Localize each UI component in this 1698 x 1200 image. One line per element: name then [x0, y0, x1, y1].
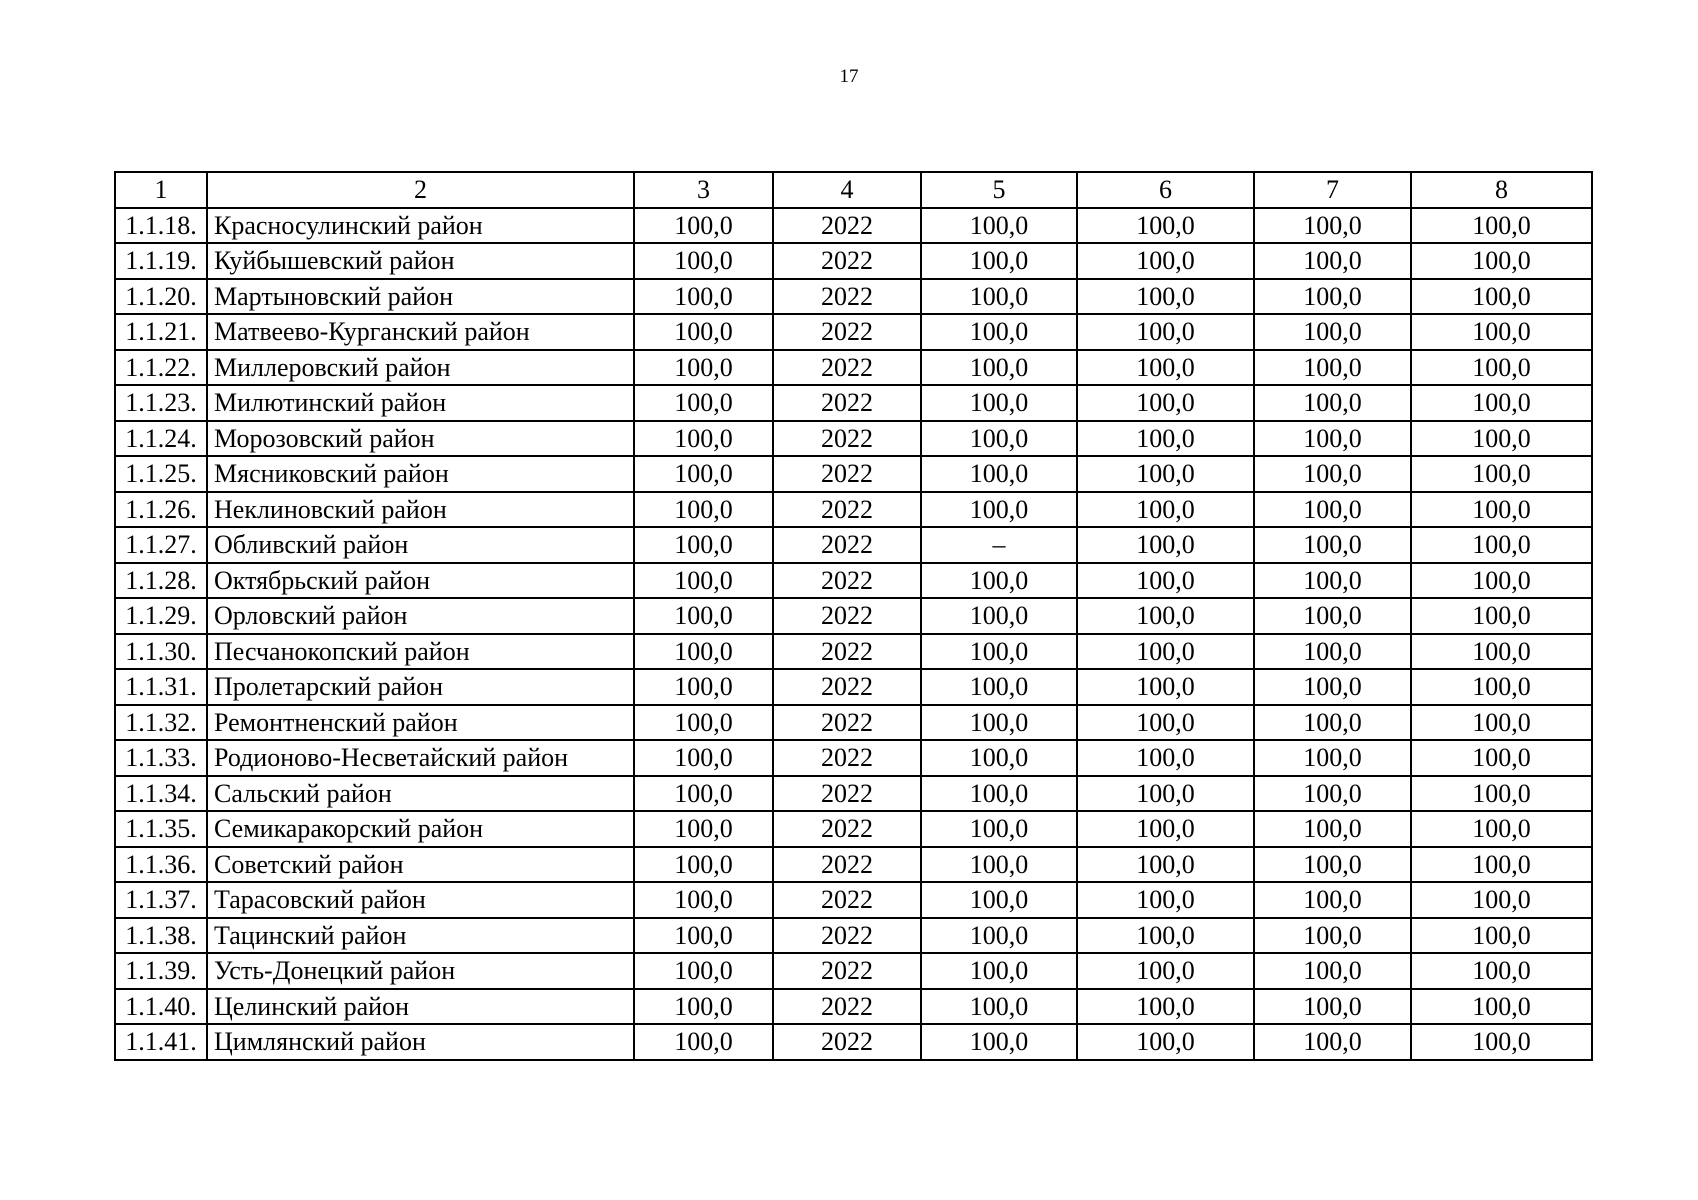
value-col8-cell: 100,0 [1411, 882, 1592, 918]
year-cell: 2022 [773, 669, 921, 705]
header-cell: 4 [773, 172, 921, 208]
item-number-cell: 1.1.20. [115, 279, 207, 315]
value-col8-cell: 100,0 [1411, 953, 1592, 989]
item-number-cell: 1.1.18. [115, 208, 207, 244]
item-number-cell: 1.1.30. [115, 634, 207, 670]
value-col7-cell: 100,0 [1254, 953, 1411, 989]
district-name-cell: Пролетарский район [207, 669, 634, 705]
item-number-cell: 1.1.26. [115, 492, 207, 528]
value-col5-cell: 100,0 [921, 634, 1077, 670]
value-col8-cell: 100,0 [1411, 421, 1592, 457]
district-name-cell: Октябрьский район [207, 563, 634, 599]
value-col6-cell: 100,0 [1077, 953, 1254, 989]
value-col8-cell: 100,0 [1411, 989, 1592, 1025]
value-col7-cell: 100,0 [1254, 492, 1411, 528]
value-col6-cell: 100,0 [1077, 243, 1254, 279]
item-number-cell: 1.1.40. [115, 989, 207, 1025]
value-col7-cell: 100,0 [1254, 882, 1411, 918]
value-col6-cell: 100,0 [1077, 456, 1254, 492]
header-cell: 8 [1411, 172, 1592, 208]
value-col8-cell: 100,0 [1411, 527, 1592, 563]
value-col5-cell: 100,0 [921, 350, 1077, 386]
item-number-cell: 1.1.28. [115, 563, 207, 599]
value-col3-cell: 100,0 [634, 882, 773, 918]
data-table [114, 171, 1593, 1061]
value-col5-cell: 100,0 [921, 421, 1077, 457]
value-col5-cell: 100,0 [921, 598, 1077, 634]
item-number-cell: 1.1.41. [115, 1024, 207, 1060]
value-col8-cell: 100,0 [1411, 350, 1592, 386]
value-col8-cell: 100,0 [1411, 385, 1592, 421]
year-cell: 2022 [773, 492, 921, 528]
value-col8-cell: 100,0 [1411, 811, 1592, 847]
table-row [115, 456, 1592, 492]
value-col7-cell: 100,0 [1254, 421, 1411, 457]
year-cell: 2022 [773, 953, 921, 989]
district-name-cell: Куйбышевский район [207, 243, 634, 279]
value-col3-cell: 100,0 [634, 989, 773, 1025]
value-col5-cell: 100,0 [921, 279, 1077, 315]
value-col6-cell: 100,0 [1077, 279, 1254, 315]
value-col5-cell: 100,0 [921, 385, 1077, 421]
value-col6-cell: 100,0 [1077, 385, 1254, 421]
header-cell: 3 [634, 172, 773, 208]
item-number-cell: 1.1.19. [115, 243, 207, 279]
table-row [115, 314, 1592, 350]
value-col3-cell: 100,0 [634, 1024, 773, 1060]
year-cell: 2022 [773, 563, 921, 599]
value-col3-cell: 100,0 [634, 385, 773, 421]
value-col5-cell: 100,0 [921, 776, 1077, 812]
value-col8-cell: 100,0 [1411, 208, 1592, 244]
table-row [115, 243, 1592, 279]
header-cell: 1 [115, 172, 207, 208]
value-col5-cell: 100,0 [921, 563, 1077, 599]
value-col6-cell: 100,0 [1077, 314, 1254, 350]
item-number-cell: 1.1.22. [115, 350, 207, 386]
value-col6-cell: 100,0 [1077, 350, 1254, 386]
value-col7-cell: 100,0 [1254, 989, 1411, 1025]
value-col7-cell: 100,0 [1254, 811, 1411, 847]
item-number-cell: 1.1.25. [115, 456, 207, 492]
item-number-cell: 1.1.39. [115, 953, 207, 989]
value-col3-cell: 100,0 [634, 953, 773, 989]
district-name-cell: Красносулинский район [207, 208, 634, 244]
item-number-cell: 1.1.33. [115, 740, 207, 776]
value-col5-cell: 100,0 [921, 705, 1077, 741]
value-col6-cell: 100,0 [1077, 598, 1254, 634]
value-col7-cell: 100,0 [1254, 1024, 1411, 1060]
year-cell: 2022 [773, 882, 921, 918]
value-col8-cell: 100,0 [1411, 598, 1592, 634]
value-col7-cell: 100,0 [1254, 634, 1411, 670]
value-col3-cell: 100,0 [634, 705, 773, 741]
district-name-cell: Сальский район [207, 776, 634, 812]
value-col7-cell: 100,0 [1254, 918, 1411, 954]
year-cell: 2022 [773, 208, 921, 244]
year-cell: 2022 [773, 776, 921, 812]
table-row [115, 740, 1592, 776]
year-cell: 2022 [773, 598, 921, 634]
year-cell: 2022 [773, 705, 921, 741]
value-col6-cell: 100,0 [1077, 208, 1254, 244]
district-name-cell: Мартыновский район [207, 279, 634, 315]
value-col3-cell: 100,0 [634, 776, 773, 812]
value-col3-cell: 100,0 [634, 598, 773, 634]
year-cell: 2022 [773, 527, 921, 563]
value-col6-cell: 100,0 [1077, 740, 1254, 776]
value-col3-cell: 100,0 [634, 527, 773, 563]
year-cell: 2022 [773, 740, 921, 776]
value-col6-cell: 100,0 [1077, 1024, 1254, 1060]
value-col5-cell: 100,0 [921, 208, 1077, 244]
header-cell: 7 [1254, 172, 1411, 208]
table-row [115, 208, 1592, 244]
item-number-cell: 1.1.32. [115, 705, 207, 741]
year-cell: 2022 [773, 243, 921, 279]
header-cell: 6 [1077, 172, 1254, 208]
year-cell: 2022 [773, 811, 921, 847]
year-cell: 2022 [773, 634, 921, 670]
item-number-cell: 1.1.35. [115, 811, 207, 847]
value-col8-cell: 100,0 [1411, 634, 1592, 670]
value-col3-cell: 100,0 [634, 634, 773, 670]
item-number-cell: 1.1.29. [115, 598, 207, 634]
table-row [115, 705, 1592, 741]
value-col7-cell: 100,0 [1254, 243, 1411, 279]
table-row [115, 669, 1592, 705]
table-row [115, 776, 1592, 812]
table-row [115, 598, 1592, 634]
value-col5-cell: 100,0 [921, 1024, 1077, 1060]
value-col7-cell: 100,0 [1254, 456, 1411, 492]
value-col6-cell: 100,0 [1077, 634, 1254, 670]
district-name-cell: Миллеровский район [207, 350, 634, 386]
table-row [115, 563, 1592, 599]
value-col5-cell: 100,0 [921, 740, 1077, 776]
year-cell: 2022 [773, 279, 921, 315]
table-header-row [115, 172, 1592, 208]
district-name-cell: Советский район [207, 847, 634, 883]
value-col7-cell: 100,0 [1254, 314, 1411, 350]
district-name-cell: Цимлянский район [207, 1024, 634, 1060]
value-col8-cell: 100,0 [1411, 669, 1592, 705]
table-row [115, 1024, 1592, 1060]
value-col3-cell: 100,0 [634, 918, 773, 954]
value-col8-cell: 100,0 [1411, 279, 1592, 315]
table-row [115, 527, 1592, 563]
year-cell: 2022 [773, 350, 921, 386]
table-row [115, 421, 1592, 457]
value-col7-cell: 100,0 [1254, 847, 1411, 883]
item-number-cell: 1.1.23. [115, 385, 207, 421]
value-col5-cell: 100,0 [921, 953, 1077, 989]
value-col7-cell: 100,0 [1254, 350, 1411, 386]
value-col8-cell: 100,0 [1411, 847, 1592, 883]
value-col7-cell: 100,0 [1254, 527, 1411, 563]
item-number-cell: 1.1.27. [115, 527, 207, 563]
value-col8-cell: 100,0 [1411, 705, 1592, 741]
value-col8-cell: 100,0 [1411, 740, 1592, 776]
district-name-cell: Морозовский район [207, 421, 634, 457]
table-row [115, 953, 1592, 989]
value-col6-cell: 100,0 [1077, 882, 1254, 918]
value-col3-cell: 100,0 [634, 740, 773, 776]
value-col8-cell: 100,0 [1411, 314, 1592, 350]
value-col6-cell: 100,0 [1077, 847, 1254, 883]
value-col7-cell: 100,0 [1254, 563, 1411, 599]
table-row [115, 634, 1592, 670]
item-number-cell: 1.1.21. [115, 314, 207, 350]
year-cell: 2022 [773, 989, 921, 1025]
value-col6-cell: 100,0 [1077, 811, 1254, 847]
header-cell: 2 [207, 172, 634, 208]
year-cell: 2022 [773, 918, 921, 954]
value-col7-cell: 100,0 [1254, 279, 1411, 315]
value-col3-cell: 100,0 [634, 314, 773, 350]
item-number-cell: 1.1.38. [115, 918, 207, 954]
value-col3-cell: 100,0 [634, 811, 773, 847]
value-col5-cell: 100,0 [921, 243, 1077, 279]
value-col6-cell: 100,0 [1077, 918, 1254, 954]
value-col5-cell: 100,0 [921, 492, 1077, 528]
item-number-cell: 1.1.24. [115, 421, 207, 457]
district-name-cell: Неклиновский район [207, 492, 634, 528]
value-col3-cell: 100,0 [634, 421, 773, 457]
district-name-cell: Орловский район [207, 598, 634, 634]
district-name-cell: Мясниковский район [207, 456, 634, 492]
district-name-cell: Родионово-Несветайский район [207, 740, 634, 776]
value-col7-cell: 100,0 [1254, 598, 1411, 634]
district-name-cell: Милютинский район [207, 385, 634, 421]
value-col3-cell: 100,0 [634, 243, 773, 279]
value-col3-cell: 100,0 [634, 456, 773, 492]
value-col6-cell: 100,0 [1077, 705, 1254, 741]
table-row [115, 492, 1592, 528]
header-cell: 5 [921, 172, 1077, 208]
value-col3-cell: 100,0 [634, 350, 773, 386]
value-col7-cell: 100,0 [1254, 385, 1411, 421]
district-name-cell: Усть-Донецкий район [207, 953, 634, 989]
year-cell: 2022 [773, 421, 921, 457]
table-row [115, 918, 1592, 954]
item-number-cell: 1.1.36. [115, 847, 207, 883]
value-col3-cell: 100,0 [634, 279, 773, 315]
year-cell: 2022 [773, 1024, 921, 1060]
district-name-cell: Тарасовский район [207, 882, 634, 918]
value-col3-cell: 100,0 [634, 669, 773, 705]
value-col8-cell: 100,0 [1411, 776, 1592, 812]
table-row [115, 279, 1592, 315]
value-col7-cell: 100,0 [1254, 776, 1411, 812]
year-cell: 2022 [773, 385, 921, 421]
value-col5-cell: 100,0 [921, 989, 1077, 1025]
table-row [115, 989, 1592, 1025]
value-col8-cell: 100,0 [1411, 243, 1592, 279]
value-col3-cell: 100,0 [634, 847, 773, 883]
value-col5-cell: 100,0 [921, 669, 1077, 705]
value-col8-cell: 100,0 [1411, 563, 1592, 599]
value-col5-cell: 100,0 [921, 918, 1077, 954]
district-name-cell: Обливский район [207, 527, 634, 563]
item-number-cell: 1.1.31. [115, 669, 207, 705]
district-name-cell: Целинский район [207, 989, 634, 1025]
value-col8-cell: 100,0 [1411, 492, 1592, 528]
value-col3-cell: 100,0 [634, 492, 773, 528]
value-col3-cell: 100,0 [634, 208, 773, 244]
value-col6-cell: 100,0 [1077, 563, 1254, 599]
value-col5-cell: 100,0 [921, 847, 1077, 883]
value-col5-cell: 100,0 [921, 314, 1077, 350]
district-name-cell: Семикаракорский район [207, 811, 634, 847]
value-col8-cell: 100,0 [1411, 456, 1592, 492]
value-col8-cell: 100,0 [1411, 918, 1592, 954]
value-col6-cell: 100,0 [1077, 527, 1254, 563]
value-col8-cell: 100,0 [1411, 1024, 1592, 1060]
value-col7-cell: 100,0 [1254, 705, 1411, 741]
table-body [115, 172, 1592, 1060]
year-cell: 2022 [773, 456, 921, 492]
value-col6-cell: 100,0 [1077, 421, 1254, 457]
table-row [115, 385, 1592, 421]
district-name-cell: Ремонтненский район [207, 705, 634, 741]
value-col6-cell: 100,0 [1077, 492, 1254, 528]
item-number-cell: 1.1.37. [115, 882, 207, 918]
table-row [115, 882, 1592, 918]
district-name-cell: Матвеево-Курганский район [207, 314, 634, 350]
year-cell: 2022 [773, 314, 921, 350]
value-col7-cell: 100,0 [1254, 208, 1411, 244]
year-cell: 2022 [773, 847, 921, 883]
table-row [115, 350, 1592, 386]
value-col7-cell: 100,0 [1254, 669, 1411, 705]
value-col6-cell: 100,0 [1077, 669, 1254, 705]
table-row [115, 811, 1592, 847]
value-col6-cell: 100,0 [1077, 989, 1254, 1025]
district-name-cell: Песчанокопский район [207, 634, 634, 670]
value-col5-cell: 100,0 [921, 811, 1077, 847]
value-col5-cell: 100,0 [921, 882, 1077, 918]
value-col7-cell: 100,0 [1254, 740, 1411, 776]
item-number-cell: 1.1.34. [115, 776, 207, 812]
district-name-cell: Тацинский район [207, 918, 634, 954]
value-col5-cell: 100,0 [921, 456, 1077, 492]
value-col6-cell: 100,0 [1077, 776, 1254, 812]
value-col3-cell: 100,0 [634, 563, 773, 599]
table-row [115, 847, 1592, 883]
page-number: 17 [839, 66, 859, 87]
value-col5-cell: – [921, 527, 1077, 563]
